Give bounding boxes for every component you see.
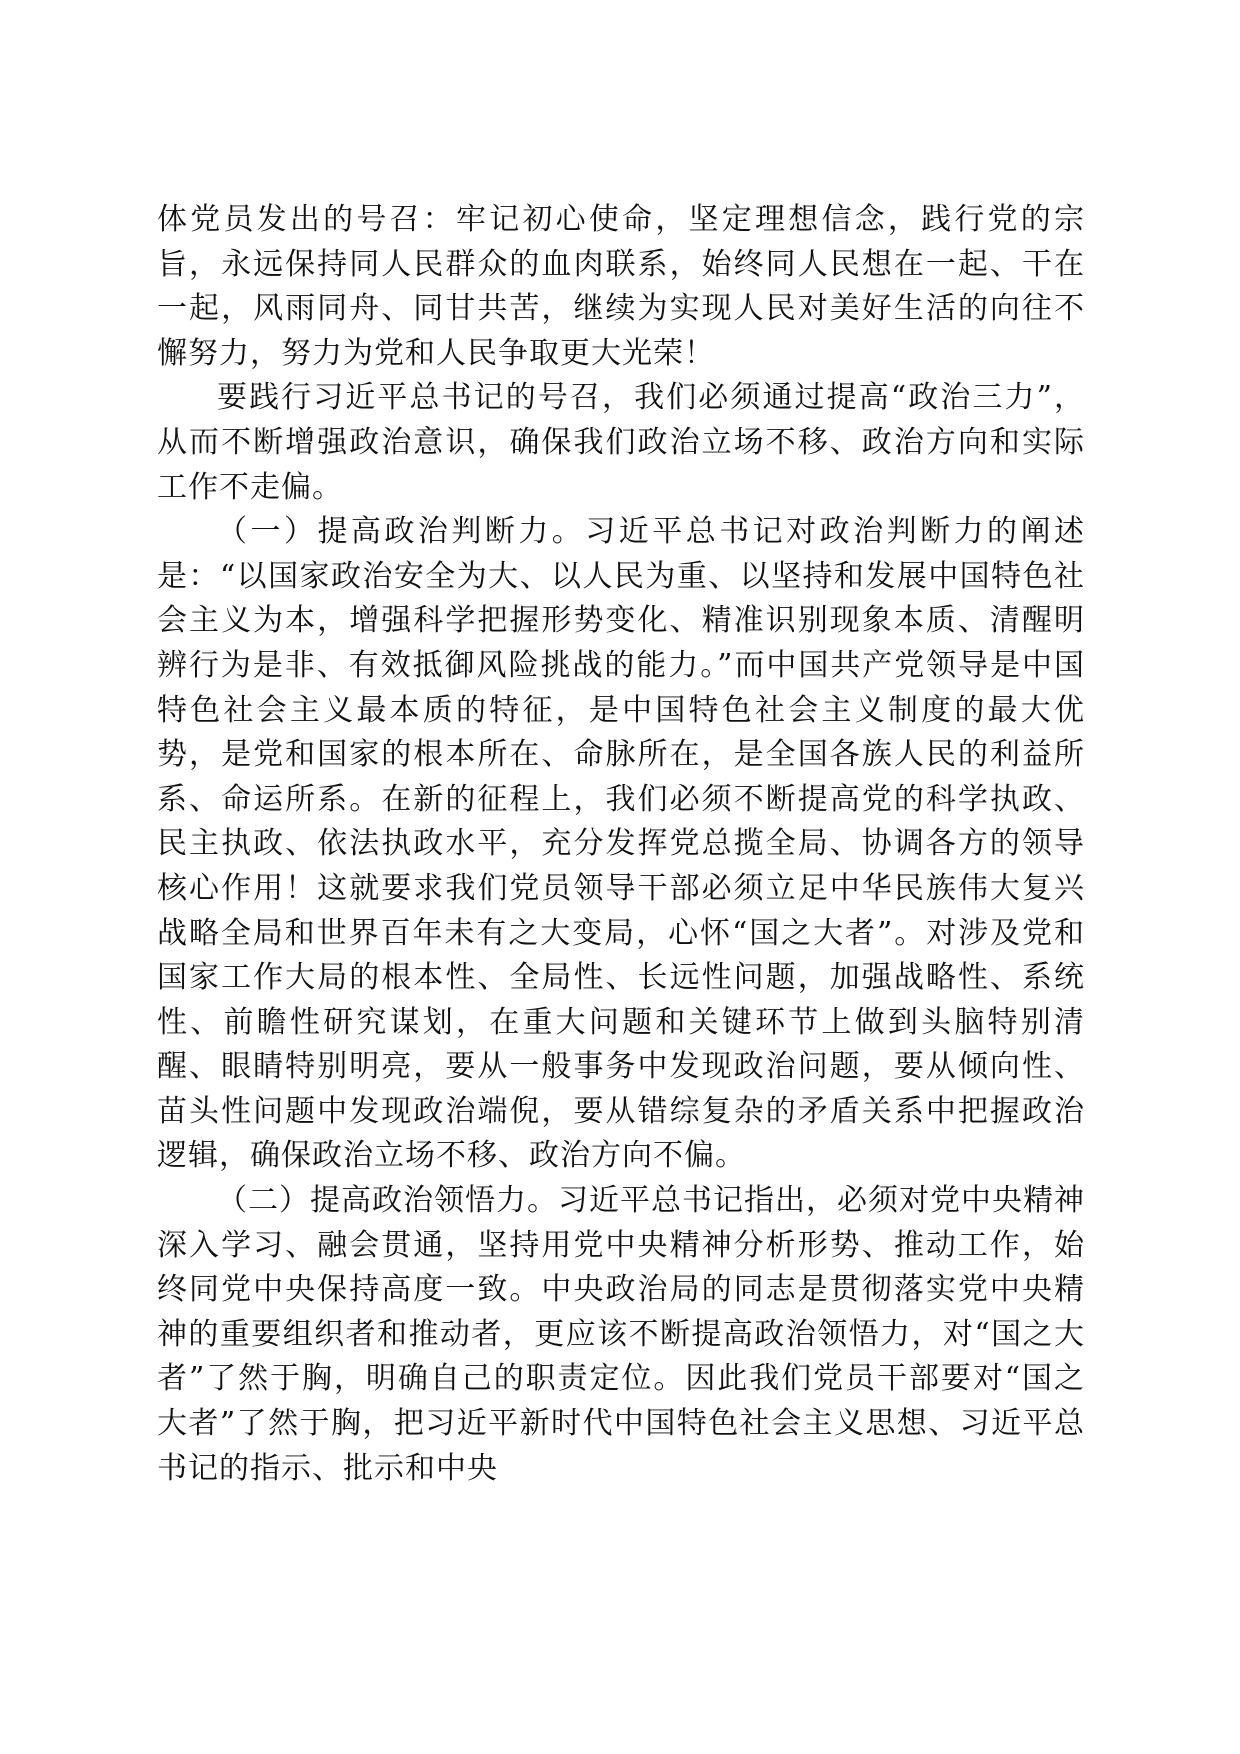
- body-text: [157, 198, 1085, 1491]
- paragraph-continuation: 体党员发出的号召：牢记初心使命，坚定理想信念，践行党的宗旨，永远保持同人民群众的血肉联系，始终同人民想在一起、干在一起，风雨同舟、同甘共苦，继续为实现人民对美好生活的向往不懈努力，努力为党和人民争取更大光荣！: [157, 202, 1085, 371]
- paragraph-political-judgment: （一）提高政治判断力。习近平总书记对政治判断力的阐述是：“以国家政治安全为大、以人民为重、以坚持和发展中国特色社会主义为本，增强科学把握形势变化、精准识别现象本质、清醒明辨行为是非、有效抵御风险挑战的能力。”而中国共产党领导是中国特色社会主义最本质的特征，是中国特色社会主义制度的最大优势，是党和国家的根本所在、命脉所在，是全国各族人民的利益所系、命运所系。在新的征程上，我们必须不断提高党的科学执政、民主执政、依法执政水平，充分发挥党总揽全局、协调各方的领导核心作用！这就要求我们党员领导干部必须立足中华民族伟大复兴战略全局和世界百年未有之大变局，心怀“国之大者”。对涉及党和国家工作大局的根本性、全局性、长远性问题，加强战略性、系统性、前瞻性研究谋划，在重大问题和关键环节上做到头脑特别清醒、眼睛特别明亮，要从一般事务中发现政治问题，要从倾向性、苗头性问题中发现政治端倪，要从错综复杂的矛盾关系中把握政治逻辑，确保政治立场不移、政治方向不偏。: [157, 514, 1085, 1174]
- paragraph-practice-call: 要践行习近平总书记的号召，我们必须通过提高“政治三力”，从而不断增强政治意识，确保我们政治立场不移、政治方向和实际工作不走偏。: [157, 380, 1085, 505]
- paragraph-political-comprehension: （二）提高政治领悟力。习近平总书记指出，必须对党中央精神深入学习、融会贯通，坚持用党中央精神分析形势、推动工作，始终同党中央保持高度一致。中央政治局的同志是贯彻落实党中央精神的重要组织者和推动者，更应该不断提高政治领悟力，对“国之大者”了然于胸，明确自己的职责定位。因此我们党员干部要对“国之大者”了然于胸，把习近平新时代中国特色社会主义思想、习近平总书记的指示、批示和中央: [157, 1183, 1085, 1486]
